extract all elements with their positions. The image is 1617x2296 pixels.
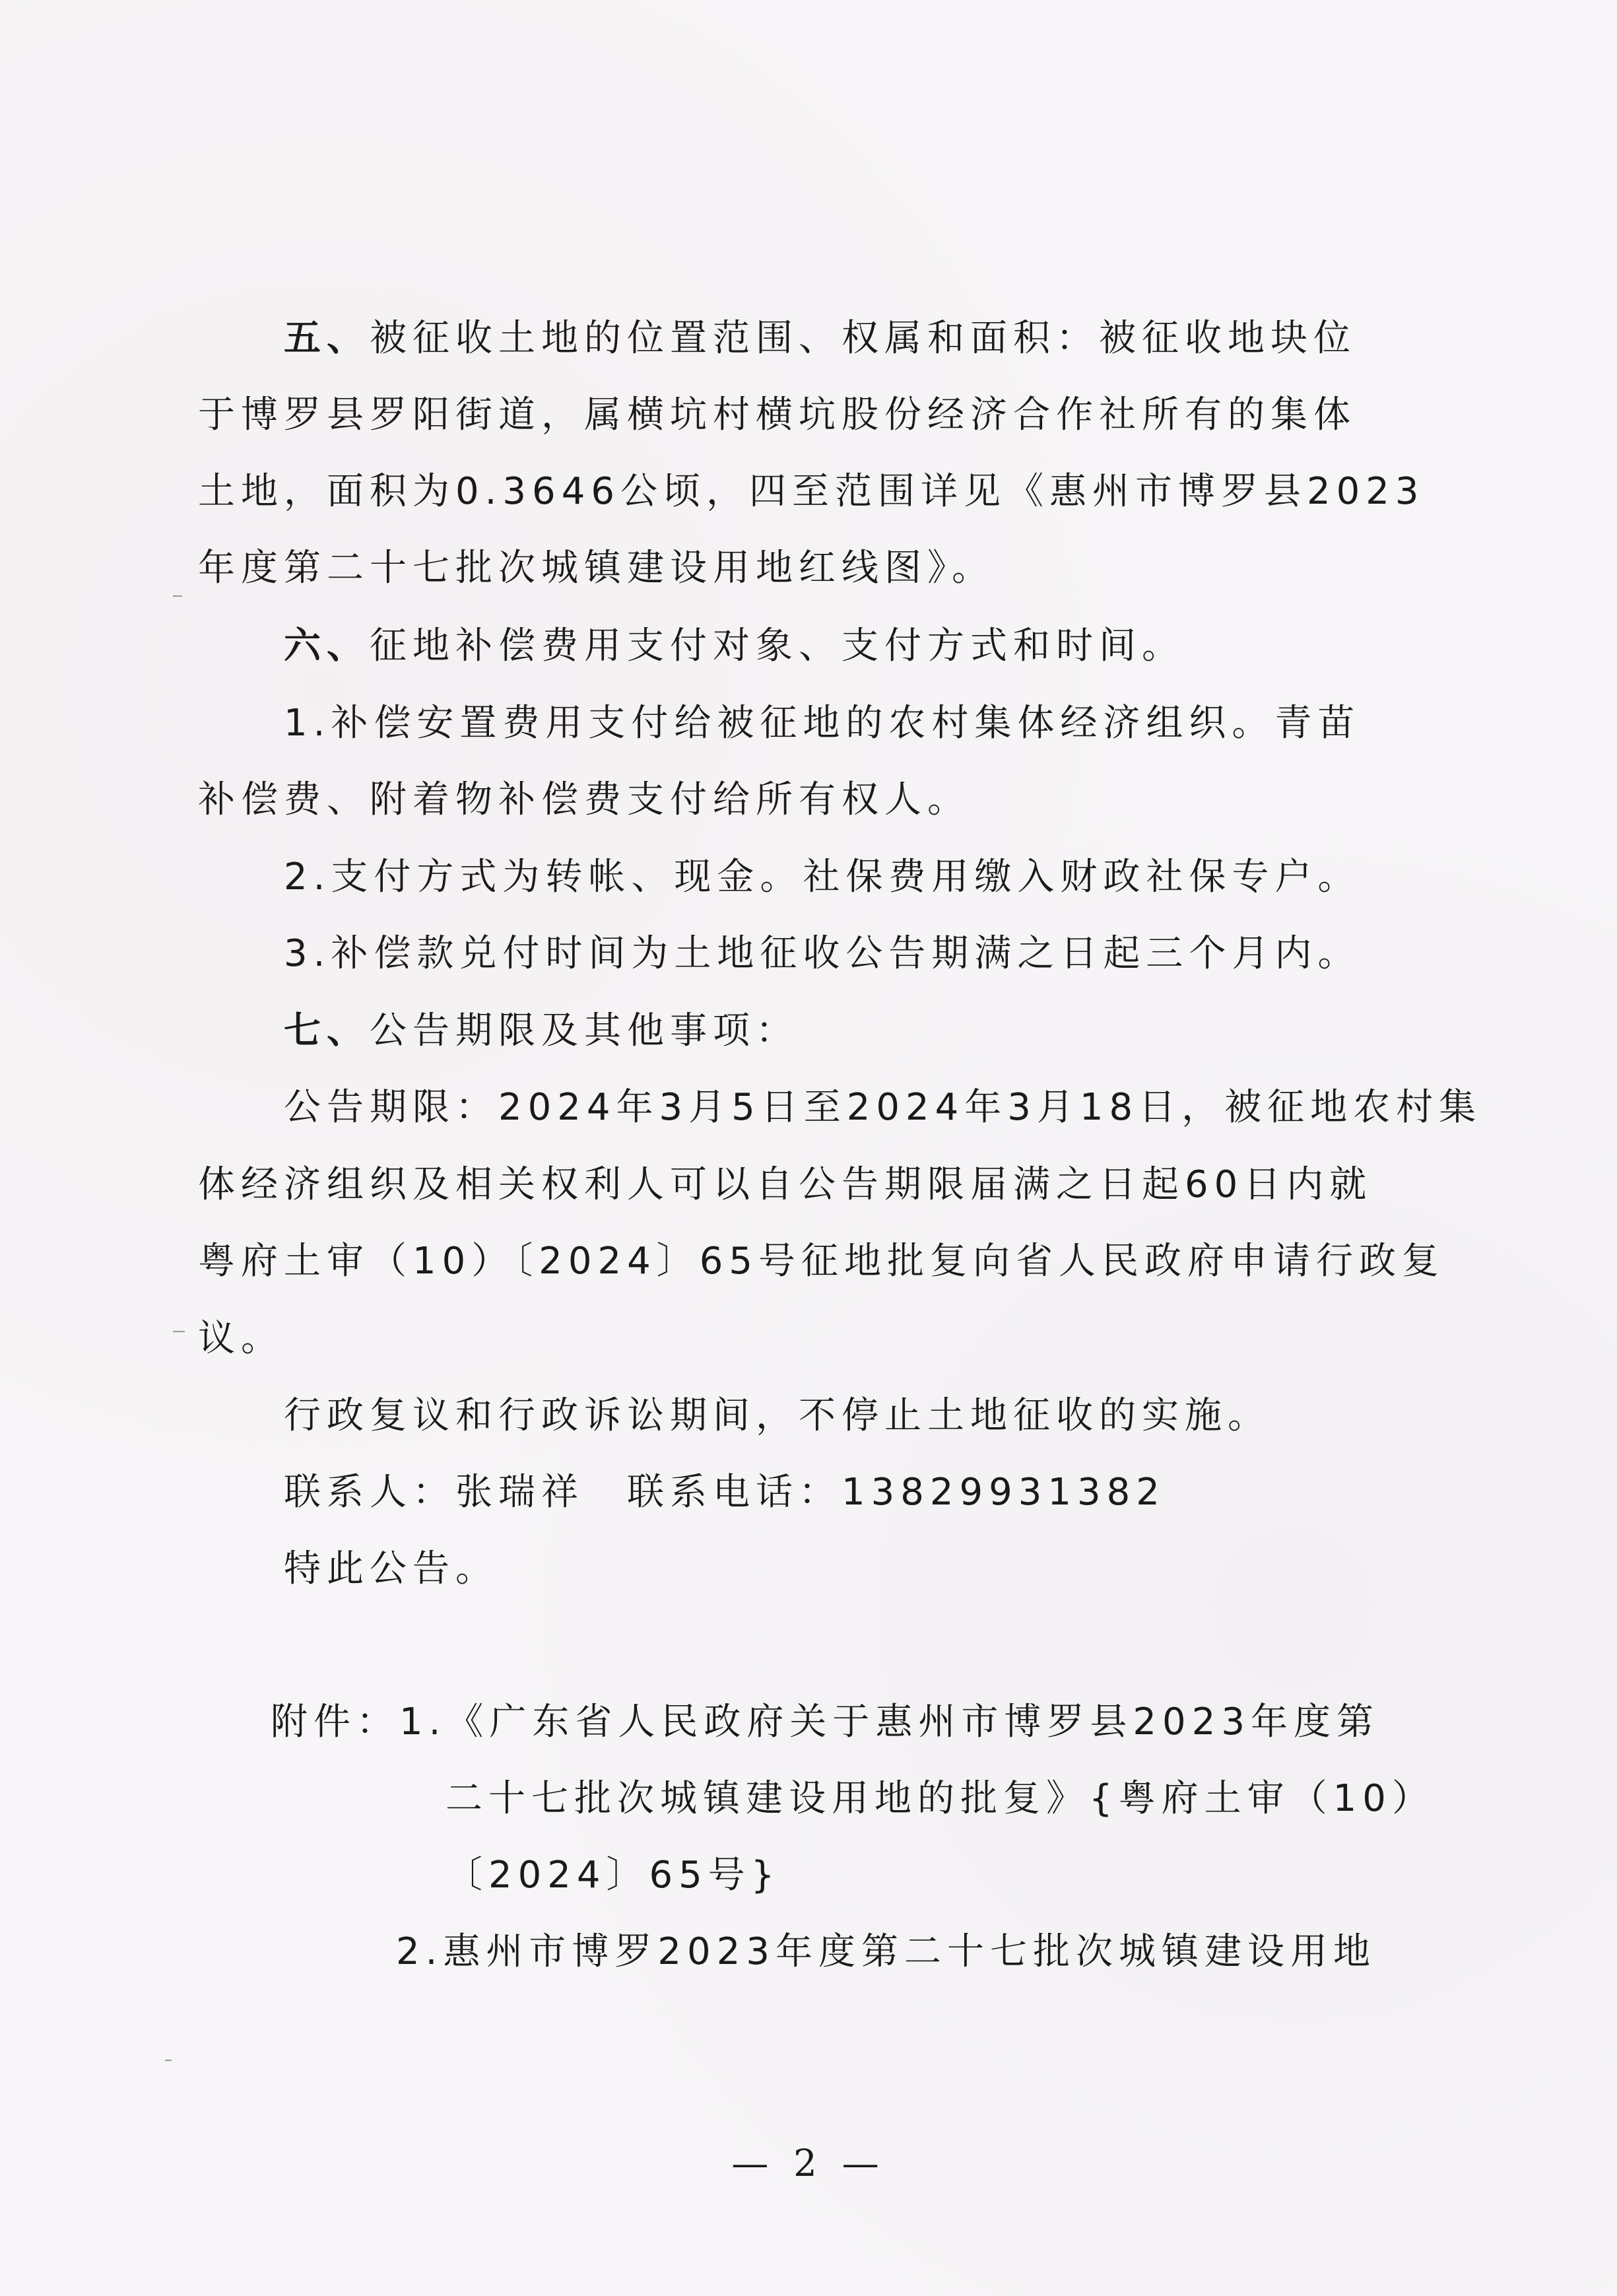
- section-7-line-3: 粤府土审（10）〔2024〕65号征地批复向省人民政府申请行政复: [198, 1240, 1445, 1283]
- section-7-title: 七、公告期限及其他事项：: [284, 1009, 799, 1052]
- section-6-item-3: 3.补偿款兑付时间为土地征收公告期满之日起三个月内。: [284, 932, 1361, 975]
- page-number: — 2 —: [731, 2142, 886, 2185]
- scan-speck: [173, 595, 182, 597]
- section-7-line-1: 公告期限：2024年3月5日至2024年3月18日，被征地农村集: [284, 1086, 1482, 1129]
- scan-speck: [173, 1331, 185, 1332]
- attachment-2: 2.惠州市博罗2023年度第二十七批次城镇建设用地: [396, 1930, 1376, 1973]
- scan-speck: [165, 2060, 172, 2061]
- contact-info: 联系人：张瑞祥 联系电话：13829931382: [284, 1471, 1166, 1514]
- attachment-1-cont: 二十七批次城镇建设用地的批复》{粤府土审（10）: [446, 1777, 1435, 1820]
- attachment-1-cont-2: 〔2024〕65号}: [446, 1854, 781, 1897]
- attachments-line-1: [271, 1699, 1379, 1745]
- section-5-heading: 五、: [284, 317, 370, 360]
- section-5-line-1: [284, 316, 1356, 362]
- section-6-heading: 六、: [284, 625, 370, 667]
- section-5-line-4: 年度第二十七批次城镇建设用地红线图》。: [198, 547, 995, 590]
- section-7-note: 行政复议和行政诉讼期间，不停止土地征收的实施。: [284, 1394, 1270, 1437]
- section-5-text: 被征收土地的位置范围、权属和面积：被征收地块位: [370, 317, 1356, 360]
- attachments-label: 附件：: [271, 1701, 399, 1743]
- section-6-item-2: 2.支付方式为转帐、现金。社保费用缴入财政社保专户。: [284, 856, 1361, 898]
- section-7-line-2: 体经济组织及相关权利人可以自公告期限届满之日起60日内就: [198, 1163, 1373, 1206]
- section-5-line-2: 于博罗县罗阳街道，属横坑村横坑股份经济合作社所有的集体: [198, 393, 1356, 436]
- section-6-title: 六、征地补偿费用支付对象、支付方式和时间。: [284, 625, 1185, 667]
- section-7-line-4: 议。: [198, 1317, 284, 1360]
- section-7-heading: 七、: [284, 1009, 370, 1052]
- section-6-item-1-cont: 补偿费、附着物补偿费支付给所有权人。: [198, 778, 970, 821]
- section-5-line-3: 土地，面积为0.3646公顷，四至范围详见《惠州市博罗县2023: [198, 470, 1425, 513]
- section-6-item-1: 1.补偿安置费用支付给被征地的农村集体经济组织。青苗: [284, 702, 1361, 745]
- attachment-1: 1.《广东省人民政府关于惠州市博罗县2023年度第: [399, 1701, 1379, 1743]
- closing-text: 特此公告。: [284, 1547, 498, 1590]
